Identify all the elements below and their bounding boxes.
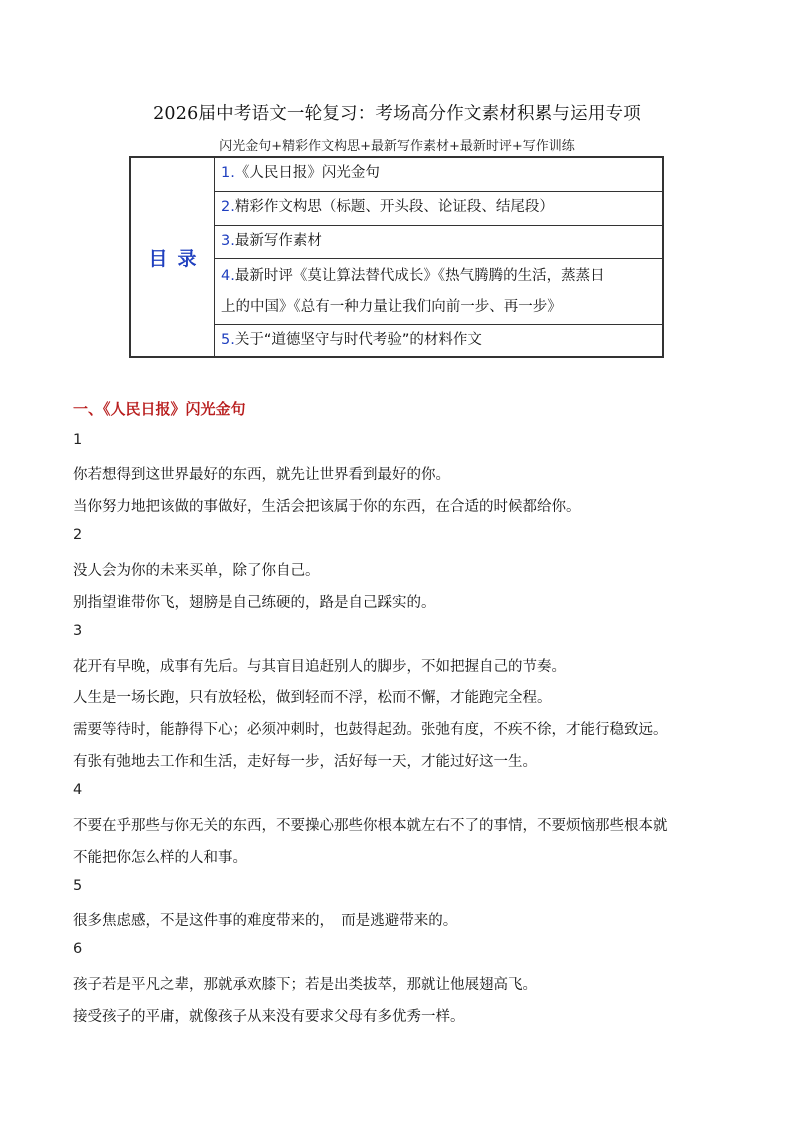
toc-item-1[interactable] (215, 158, 662, 192)
toc-item-number: 4. (221, 268, 235, 284)
quote-line: 孩子若是平凡之辈，那就承欢膝下；若是出类拔萃，那就让他展翅高飞。 (73, 977, 537, 993)
quote-number: 5 (73, 878, 83, 894)
section-heading: 一、《人民日报》闪光金句 (73, 400, 246, 418)
toc-item-5[interactable] (215, 325, 662, 358)
toc-item-2[interactable] (215, 192, 662, 226)
quote-line: 很多焦虑感，不是这件事的难度带来的， 而是逃避带来的。 (73, 913, 458, 929)
quote-line: 需要等待时，能静得下心；必须冲刺时，也鼓得起劲。张弛有度，不疾不徐，才能行稳致远。 (73, 722, 668, 738)
quote-number: 6 (73, 941, 83, 957)
quote-number: 1 (73, 432, 83, 448)
quote-line: 没人会为你的未来买单，除了你自己。 (73, 563, 320, 579)
quote-line: 不能把你怎么样的人和事。 (73, 850, 247, 866)
toc-item-number: 3. (221, 233, 235, 249)
quote-line: 你若想得到这世界最好的东西，就先让世界看到最好的你。 (73, 467, 450, 483)
toc-item-3[interactable] (215, 226, 662, 259)
document-subtitle: 闪光金句+精彩作文构思+最新写作素材+最新时评+写作训练 (219, 139, 575, 154)
toc-item-text: 《人民日报》闪光金句 (234, 165, 380, 181)
quote-line: 当你努力地把该做的事做好，生活会把该属于你的东西，在合适的时候都给你。 (73, 499, 581, 515)
toc-item-text: 最新写作素材 (234, 233, 322, 249)
quote-line: 接受孩子的平庸，就像孩子从来没有要求父母有多优秀一样。 (73, 1009, 465, 1025)
toc-item-text: 最新时评《莫让算法替代成长》《热气腾腾的生活，蒸蒸日 (234, 268, 605, 284)
toc-item-number: 5. (221, 332, 235, 348)
quote-line: 花开有早晚，成事有先后。与其盲目追赶别人的脚步，不如把握自己的节奏。 (73, 659, 566, 675)
document-title: 2026届中考语文一轮复习：考场高分作文素材积累与运用专项 (153, 104, 641, 124)
quote-number: 4 (73, 782, 83, 798)
toc-item-text-continued: 上的中国》《总有一种力量让我们向前一步、再一步》 (221, 299, 562, 315)
quote-number: 2 (73, 527, 83, 543)
toc-item-number: 1. (221, 165, 235, 181)
toc-item-4[interactable] (215, 259, 662, 325)
quote-number: 3 (73, 623, 83, 639)
quote-line: 有张有弛地去工作和生活，走好每一步，活好每一天，才能过好这一生。 (73, 754, 537, 770)
toc-label: 目录 (148, 248, 207, 270)
toc-item-text: 精彩作文构思（标题、开头段、论证段、结尾段） (234, 199, 554, 215)
quote-line: 别指望谁带你飞，翅膀是自己练硬的，路是自己踩实的。 (73, 595, 436, 611)
toc-item-text: 关于“道德坚守与时代考验”的材料作文 (234, 332, 482, 348)
quote-line: 不要在乎那些与你无关的东西，不要操心那些你根本就左右不了的事情，不要烦恼那些根本就 (73, 818, 668, 834)
toc-label-cell (131, 158, 215, 356)
toc-item-number: 2. (221, 199, 235, 215)
table-of-contents (129, 156, 664, 358)
quote-line: 人生是一场长跑，只有放轻松，做到轻而不浮，松而不懈，才能跑完全程。 (73, 690, 552, 706)
